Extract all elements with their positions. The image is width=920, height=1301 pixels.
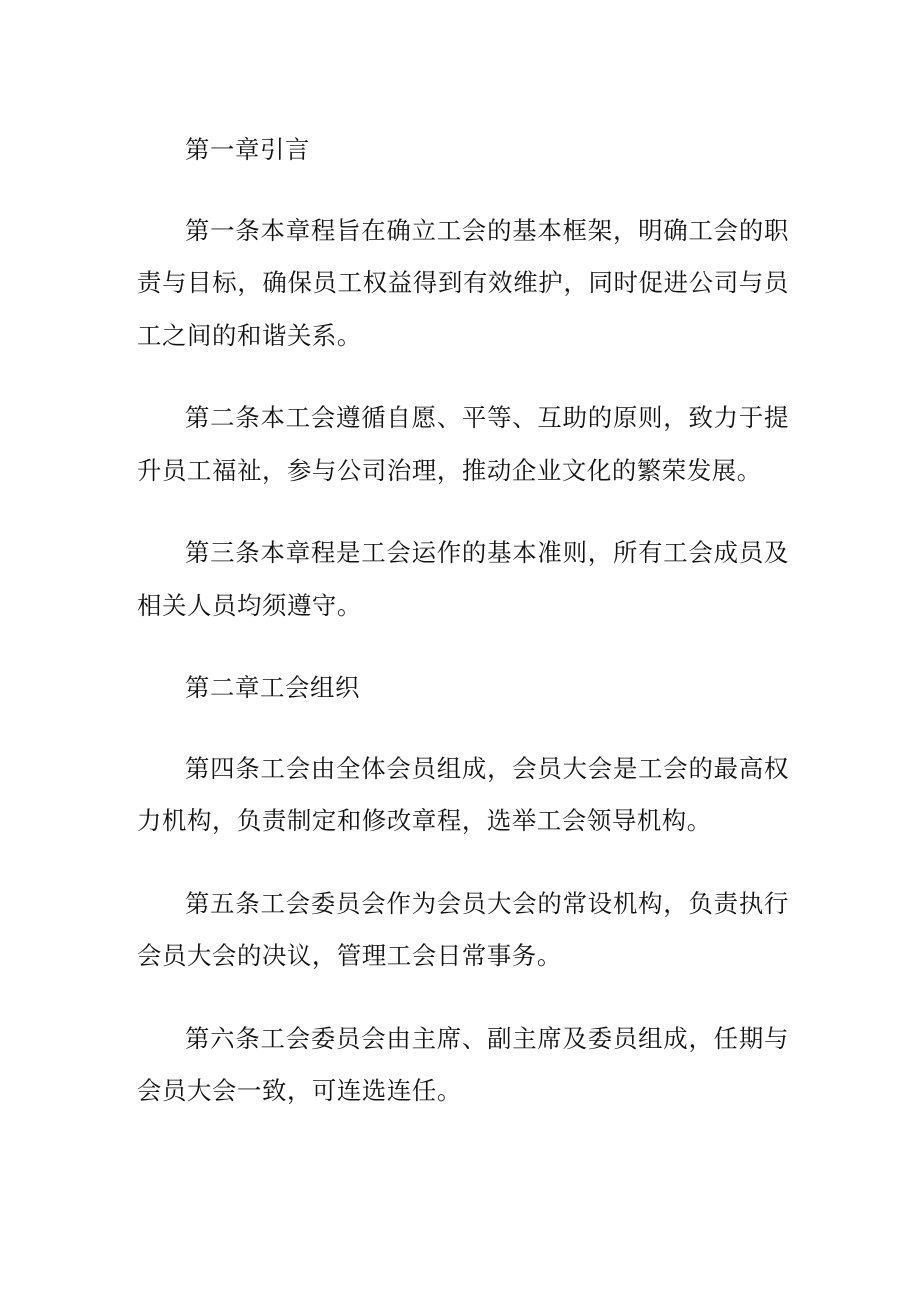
- article-2: 第二条本工会遵循自愿、平等、互助的原则，致力于提升员工福祉，参与公司治理，推动企业文化的繁荣发展。: [137, 403, 789, 485]
- article-6: 第六条工会委员会由主席、副主席及委员组成，任期与会员大会一致，可连选连任。: [137, 1023, 789, 1105]
- chapter-1-title: 第一章引言: [185, 135, 310, 164]
- chapter-2-title: 第二章工会组织: [185, 673, 360, 702]
- article-1: 第一条本章程旨在确立工会的基本框架，明确工会的职责与目标，确保员工权益得到有效维护，同时促进公司与员工之间的和谐关系。: [137, 215, 789, 350]
- article-4: 第四条工会由全体会员组成，会员大会是工会的最高权力机构，负责制定和修改章程，选举工会领导机构。: [137, 753, 789, 835]
- article-3: 第三条本章程是工会运作的基本准则，所有工会成员及相关人员均须遵守。: [137, 538, 789, 620]
- document-body: [137, 124, 789, 1148]
- article-5: 第五条工会委员会作为会员大会的常设机构，负责执行会员大会的决议，管理工会日常事务。: [137, 888, 789, 970]
